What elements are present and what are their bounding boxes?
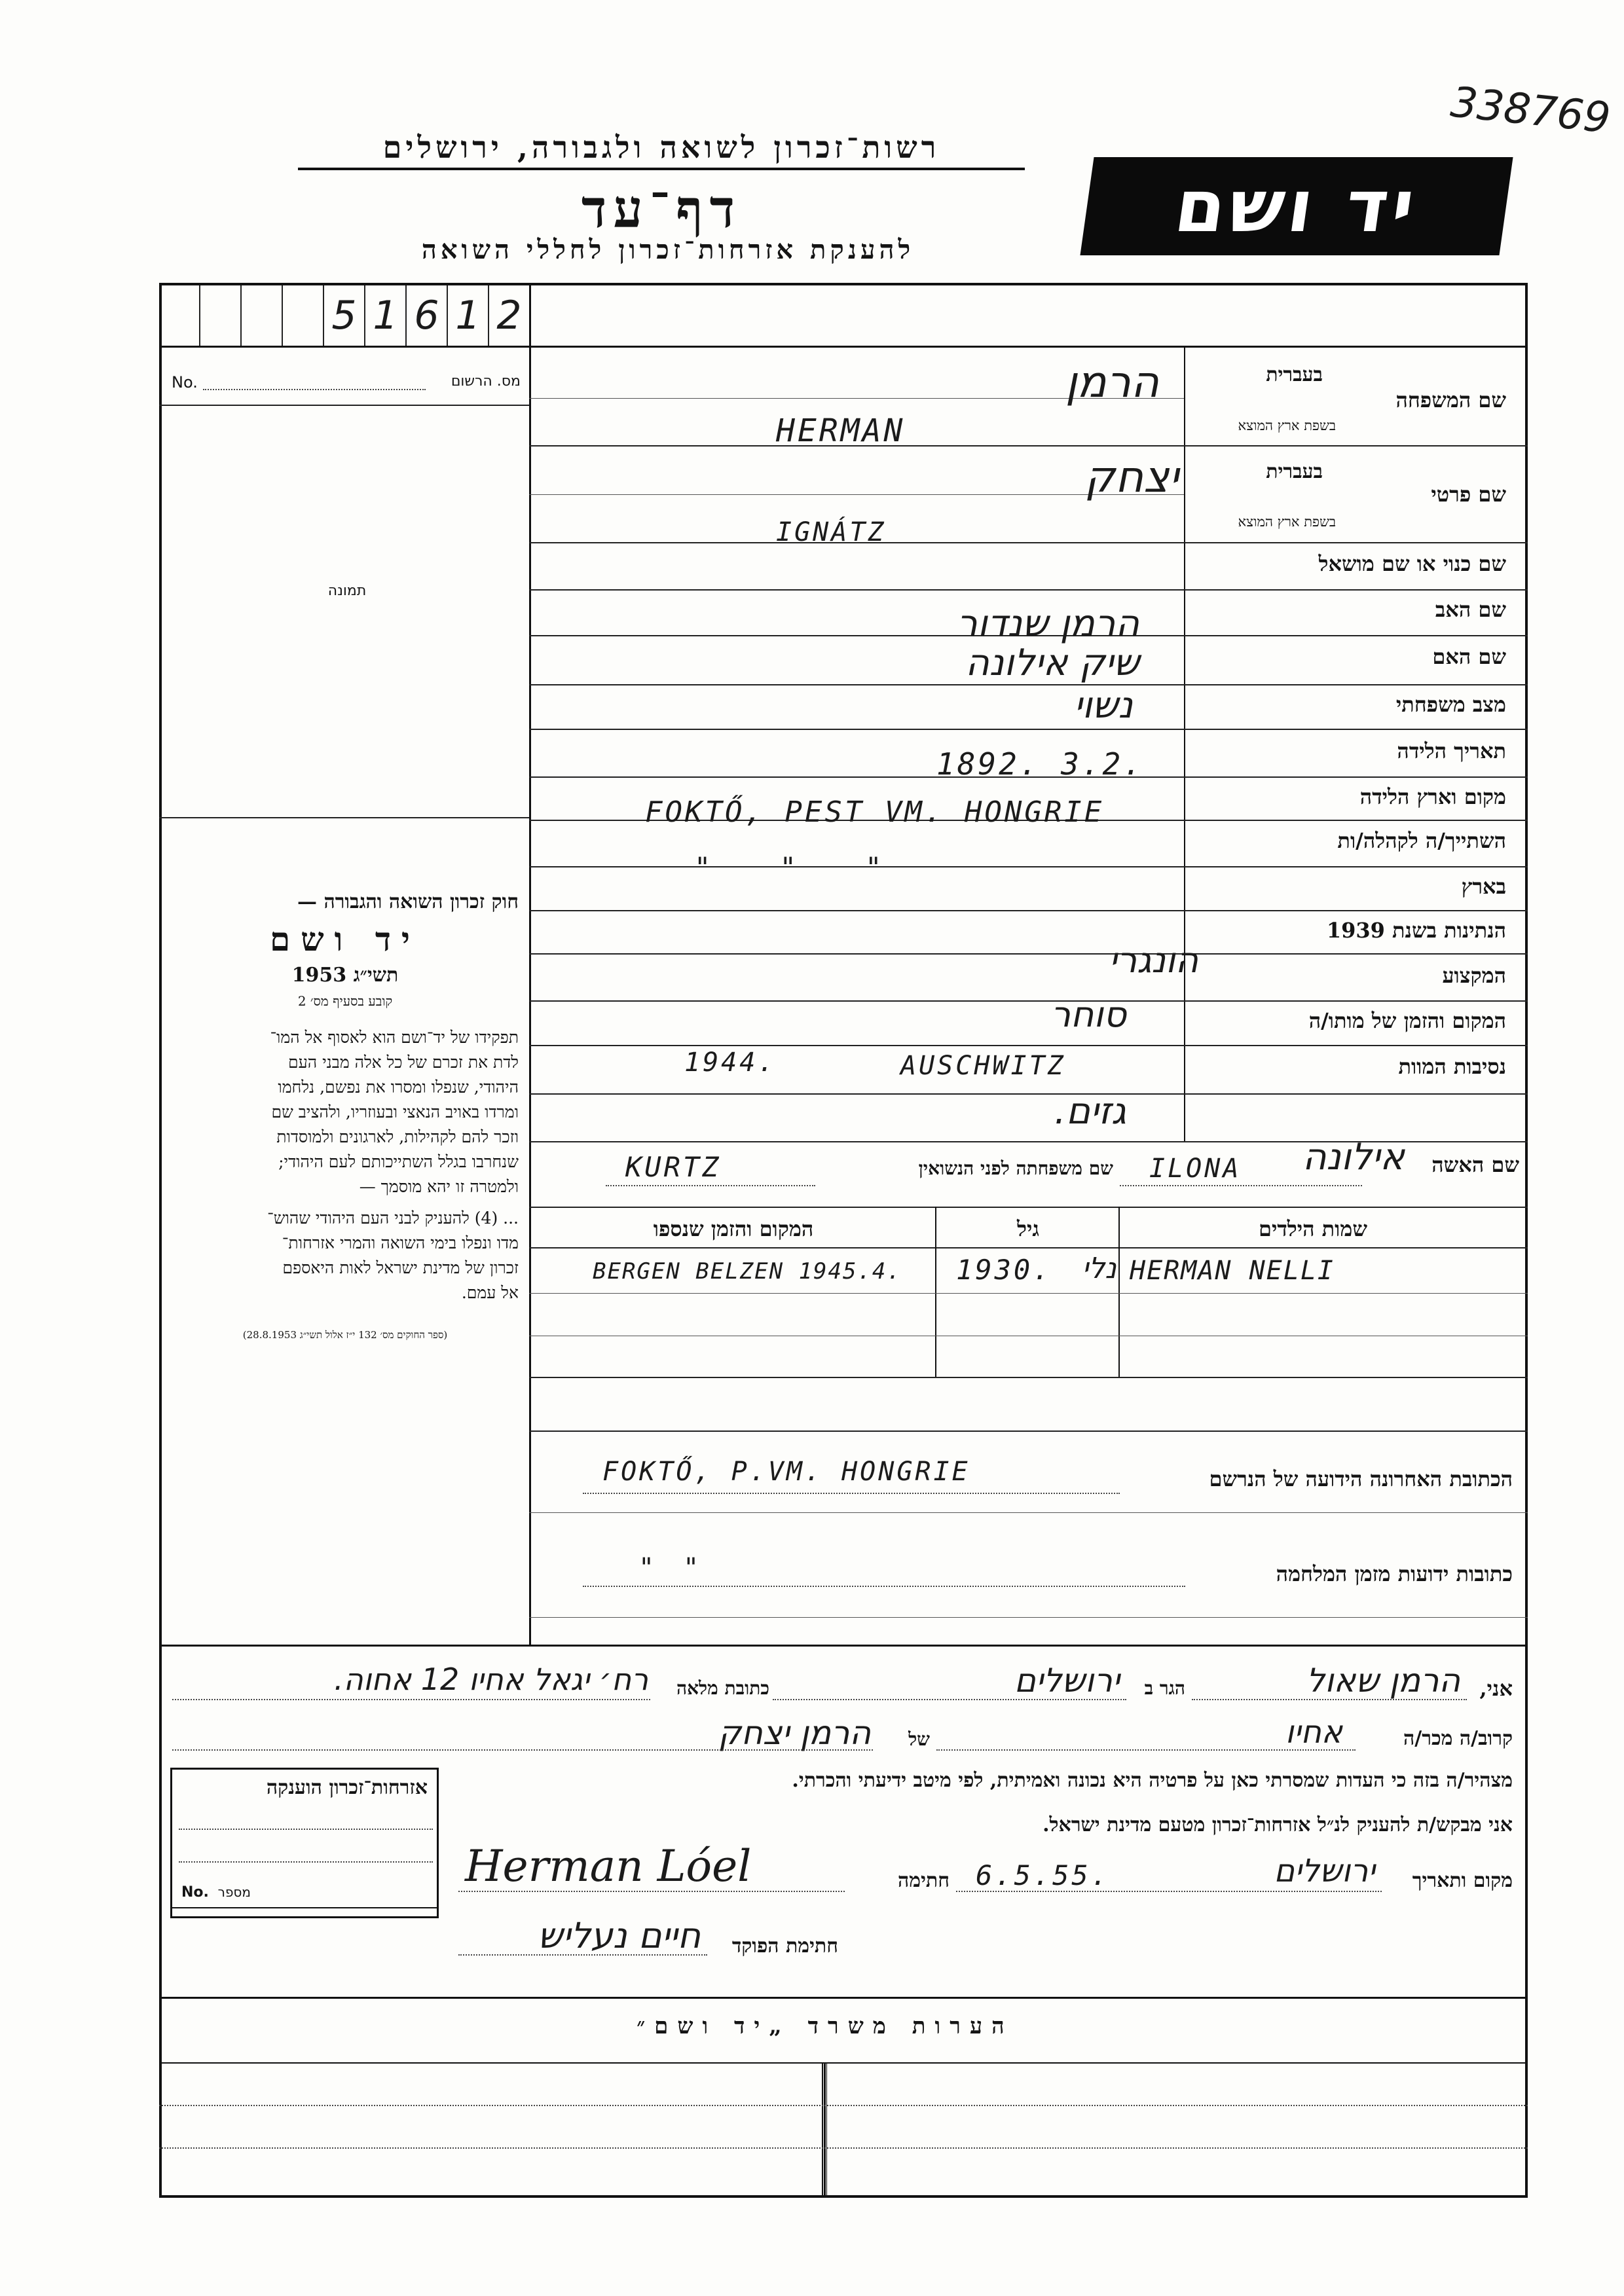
decl-city: ירושלים [1014,1662,1120,1700]
registration-digit: 1 [448,285,489,346]
law-para1 [172,1025,519,1199]
label-nationality-1939: הנתינות בשנת 1939 [1326,918,1506,943]
label-war-addresses: כתובות ידועות מזמן המלחמה [1276,1561,1513,1586]
law-line: זכרון של מדינת ישראל לאות היאספם [282,1258,519,1277]
value-maiden-name: KURTZ [625,1151,722,1183]
registration-number-boxes [159,285,529,346]
decl-place-date-label: מקום ותאריך [1412,1869,1513,1892]
decl-officer-signature: חיים נעליש [538,1915,701,1956]
law-para2 [172,1206,519,1305]
decl-statement: מצהיר/ה בזה כי העדות שמסרתי כאן על פרטיה היא נכונה ואמיתית, לפי מיטב ידיעתי והכרתי. [792,1769,1513,1792]
value-community: " " " [694,851,908,883]
label-family-in-hebrew: בעברית [1266,363,1323,386]
value-family-name-origin: HERMAN [776,412,906,449]
decl-signature-label: חתימה [898,1869,950,1892]
value-mother: שיק אילונה [965,642,1139,684]
registration-label-en: No. [172,373,198,392]
label-first-in-origin: בשפת ארץ המוצא [1238,514,1336,530]
value-profession: סוחר [1050,994,1126,1035]
label-father: שם האב [1435,597,1506,622]
child-name-origin: HERMAN NELLI [1130,1256,1335,1286]
label-wife: שם האשה [1431,1152,1519,1177]
value-death-circumstances: גזים. [1054,1090,1126,1133]
label-first-name: שם פרטי [1431,482,1506,507]
label-family-in-origin: בשפת ארץ המוצא [1238,418,1336,433]
law-line: מדו ונפלו בימי השואה והמרי אזרחות־ [282,1233,519,1252]
law-line: וזכר להם לקהילות, לארגונים ולמוסדות [276,1127,519,1146]
registration-digit: 6 [407,285,448,346]
label-country: בארץ [1461,874,1506,899]
law-intro: חוק זכרון השואה והגבורה — [297,890,519,913]
value-war-addresses: " " [638,1553,706,1583]
value-nationality: הונגרי [1109,939,1198,981]
child-age: 1930. [956,1254,1052,1286]
decl-date: 6.5.55. [976,1859,1111,1891]
value-last-address: FOKTŐ, P.VM. HONGRIE [602,1457,970,1487]
label-children: שמות הילדים [1259,1216,1367,1241]
archive-number: 338769 [1448,78,1613,143]
registration-digit [283,285,324,346]
law-line: תפקידו של יד־ושם הוא לאסוף אל המו־ [270,1028,519,1047]
decl-address-label: כתובת מלאה [676,1677,769,1699]
value-family-name-he: הרמן [1065,357,1159,407]
citizenship-box-no-he: מספר [217,1884,251,1900]
law-text-block [172,890,519,1341]
law-clause: קובע בסעיף מס׳ 2 [297,993,393,1009]
decl-relation-of: הרמן יצחק [718,1714,871,1752]
value-birth-date: 1892. 3.2. [936,746,1144,782]
decl-relative-label: קרוב/ה מכר/ה [1403,1727,1513,1750]
law-line: ... (4) להעניק לבני העם היהודי שהוש־ [267,1209,519,1228]
decl-relation: אחיו [1285,1714,1342,1751]
registration-digit [242,285,283,346]
label-birth-date: תאריך הלידה [1397,738,1506,763]
decl-officer-label: חתימת הפוקד [731,1935,838,1958]
label-place-time-perished: המקום והזמן שנספו [653,1216,814,1241]
label-nickname: שם כנוי או שם מושאל [1318,551,1506,576]
child-fate: BERGEN BELZEN 1945.4. [593,1258,902,1285]
photo-label: תמונה [327,583,367,599]
office-remarks-title: הערות משרד „יד ושם״ [637,2013,1014,2039]
label-age: גיל [1017,1216,1039,1241]
form-title: דף־עד [581,178,742,240]
law-line: לדת את זכרם של כל אלה מבני העם [288,1053,519,1072]
value-death-place: AUSCHWITZ [900,1051,1066,1081]
registration-digit: 5 [324,285,365,346]
citizenship-box-title: אזרחות־זכרון הוענקה [266,1776,428,1799]
form-subtitle: להענקת אזרחות־זכרון לחללי השואה [421,234,915,265]
decl-name: הרמן שאול [1306,1662,1460,1700]
authority-title: רשות־זכרון לשואה ולגבורה, ירושלים [298,130,1025,170]
label-death-place-time: המקום והזמן של מותו/ה [1308,1008,1506,1033]
value-death-year: 1944. [684,1048,777,1078]
law-name: יד ושם [270,920,420,958]
decl-signature: Herman Lóel [465,1841,752,1891]
decl-address: רח׳ יגאל אחיו 12 אחוה. [334,1662,648,1697]
value-father: הרמן שנדור [957,602,1139,645]
decl-i-label: אני, [1479,1676,1513,1701]
decl-resides-label: הגר ב [1144,1677,1185,1699]
law-line: אל עמם. [461,1283,519,1302]
label-profession: המקצוע [1442,963,1506,988]
value-birth-place: FOKTŐ, PEST VM. HONGRIE [645,795,1105,829]
law-line: היהודי, שנפלו ומסרו את נפשם, נלחמו [278,1078,519,1097]
label-first-in-hebrew: בעברית [1266,460,1323,483]
child-name-he: נלי [1082,1252,1116,1285]
decl-of-label: של [908,1728,930,1750]
label-family-name: שם המשפחה [1395,388,1506,412]
citizenship-granted-box [170,1768,439,1918]
law-year: תשי״ג 1953 [291,964,399,987]
label-death-circumstances: נסיבות המוות [1398,1054,1506,1079]
registration-digit: 2 [496,293,522,338]
label-maiden-name: שם משפחתה לפני הנשואין [918,1157,1113,1179]
value-wife-he: אילונה [1302,1136,1405,1178]
label-last-address: הכתובת האחרונה הידועה של הנרשם [1209,1467,1513,1491]
value-wife-origin: ILONA [1149,1154,1242,1184]
law-line: שנחרבו בגלל השתייכותם לעם היהודי; [278,1152,519,1171]
decl-request: אני מבקש/ת להעניק לנ״ל אזרחות־זכרון מטעם מדינת ישראל. [1043,1813,1513,1836]
law-footnote: (ספר החוקים מס׳ 132 י״ז אלול תשי״ג 28.8.1953) [242,1329,448,1341]
registration-label-he: מס. הרשום [451,373,521,390]
law-line: ולמטרה זו יהא מוסמך — [359,1177,519,1196]
value-first-name-origin: IGNÁTZ [776,517,887,547]
registration-digit [200,285,242,346]
citizenship-box-no-en: No. [181,1884,209,1901]
decl-place: ירושלים [1274,1853,1375,1889]
label-mother: שם האם [1432,644,1506,669]
value-first-name-he: יצחק [1084,452,1179,502]
registration-digit [159,285,200,346]
yad-vashem-logo [1080,157,1513,255]
value-marital-status: נשוי [1074,684,1133,727]
label-birth-place: מקום וארץ הלידה [1359,784,1506,809]
law-line: ומרדו באויב הנאצי ובעוזריו, ולהציב שם [271,1102,519,1121]
yad-vashem-logo-text: יד ושם [1170,164,1424,248]
label-marital-status: מצב משפחתי [1395,692,1506,717]
registration-digit: 1 [365,285,407,346]
label-community: השתייך/ה לקהלה/ות [1337,828,1506,853]
